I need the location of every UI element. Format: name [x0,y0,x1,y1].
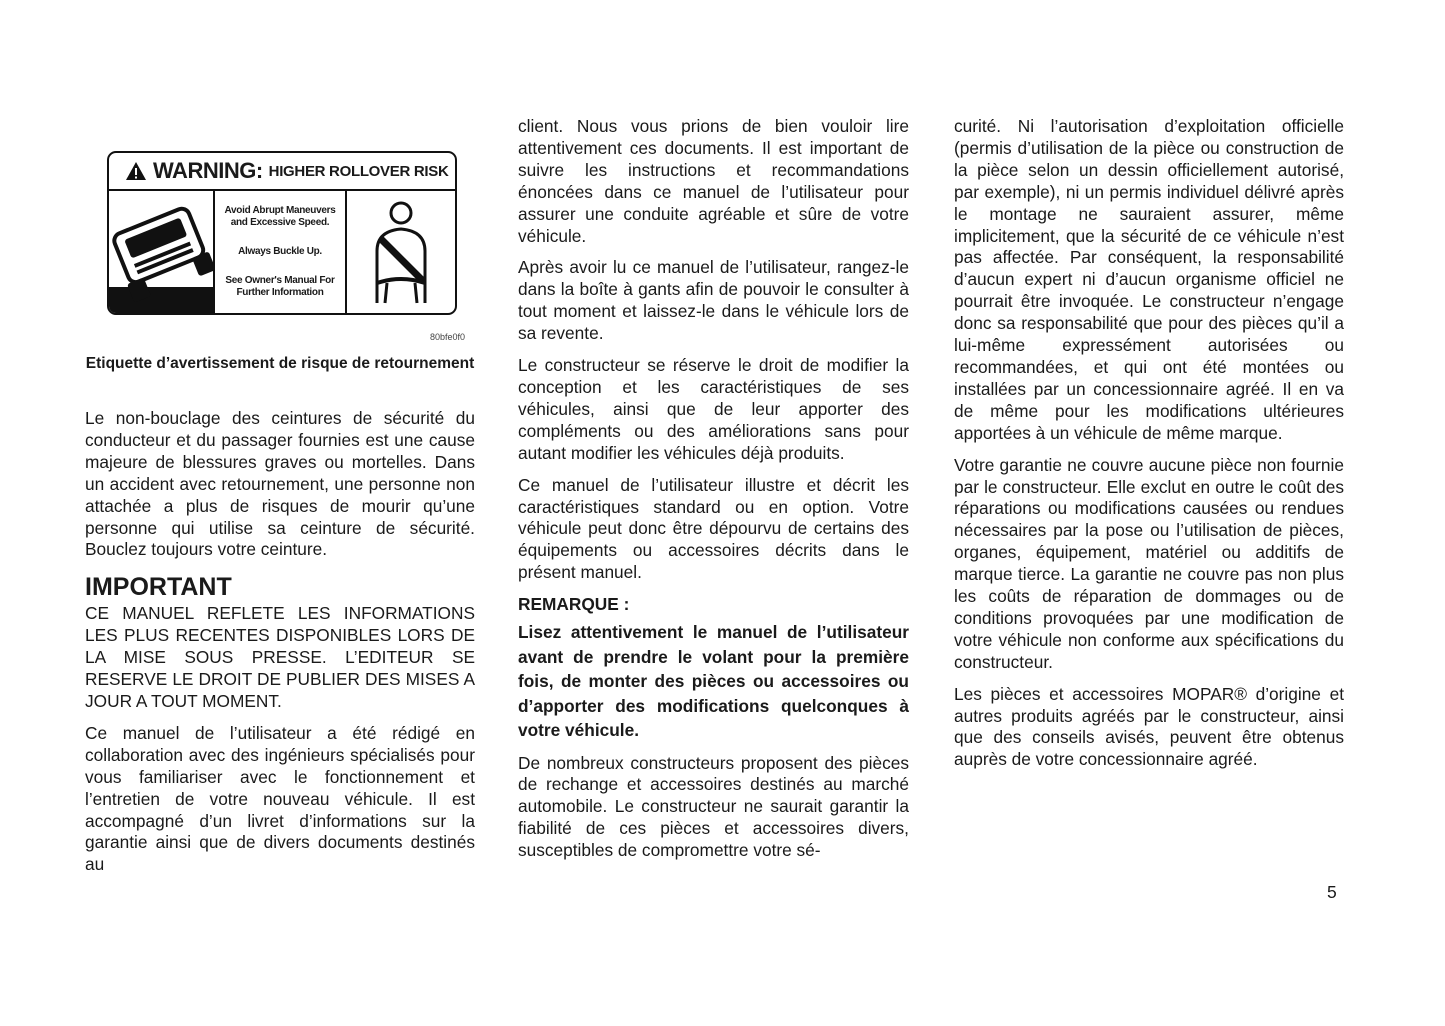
rollover-warning-label [107,151,457,315]
seatbelt-paragraph: Le non-bouclage des ceintures de sécurité du conducteur et du passager fournies est une cause majeure de blessures graves ou mortelles. Dans un accident avec retournement, une personne non attachée a plus de risques de mourir qu’une personne qui utilise sa ceinture de sécurité. Bouclez toujours votre ceinture. [85,408,475,560]
important-heading: IMPORTANT [85,573,232,602]
warning-triangle-icon [125,161,147,181]
warning-line-manual: See Owner's Manual For Further Information [225,274,335,298]
paragraph: client. Nous vous prions de bien vouloir lire attentivement ces documents. Il est important de suivre les instructions et recommandations énoncées dans ce manuel de l’utilisateur pour assurer une conduite agréable et sûre de votre véhicule. [518,116,909,246]
warning-label-header [109,153,455,191]
figure-caption: Etiquette d’avertissement de risque de retournement [85,355,475,372]
seatbelt-person-icon [345,191,455,313]
paragraph: Ce manuel de l’utilisateur illustre et décrit les caractéristiques standard ou en option. Votre véhicule peut donc être dépourvu de certains des équipements ou accessoires décrits dans le présent manuel. [518,474,909,583]
paragraph: Après avoir lu ce manuel de l’utilisateur, rangez-le dans la boîte à gants afin de pouvoir le consulter à tout moment et laissez-le dans le véhicule lors de sa revente. [518,257,909,344]
paragraph: Votre garantie ne couvre aucune pièce non fournie par le constructeur. Elle exclut en outre le coût des réparations ou modifications causées ou rendues nécessaires par la pose ou l’utilisation de pièces, organes, équipement, matériel ou additifs de marque tierce. La garantie ne couvre pas non plus les coûts de réparation de dommages ou de conditions provoquées par une modification de votre véhicule non conforme aux spécifications du constructeur. [954,454,1344,672]
remarque-text: Lisez attentivement le manuel de l’utilisateur avant de prendre le volant pour la première fois, de monter des pièces ou accessoires ou d’apporter des modifications quelconques à votre véhicule. [518,622,909,741]
rollover-vehicle-icon [109,191,215,313]
warning-line-buckle: Always Buckle Up. [238,245,322,257]
remarque-title: REMARQUE : [518,594,630,615]
important-notice: CE MANUEL REFLETE LES INFORMATIONS LES PLUS RECENTES DISPONIBLES LORS DE LA MISE SOUS PRESSE. L’EDITEUR SE RESERVE LE DROIT DE PUBLIER DES MISES A JOUR A TOUT MOMENT. [85,603,475,711]
warning-word: WARNING: [153,158,263,183]
warning-label-text [215,191,345,313]
paragraph: curité. Ni l’autorisation d’exploitation officielle (permis d’utilisation de la pièce ou construction de la pièce selon un dessin officiellement autorisé, par exemple), ni un permis individuel délivré après le montage ne sauraient assurer, même implicitement, que la sécurité de ce véhicule n’est pas affectée. Par conséquent, la responsabilité d’aucun expert ni d’aucun organisme officiel ne pourrait être invoquée. Le constructeur n’engage donc sa responsabilité que pour des pièces qu’il a lui-même expressément autorisées ou recommandées, et qui ont été montées ou installées par un concessionnaire agréé. Il en va de même pour les modifications ultérieures apportées à un véhicule de même marque. [954,116,1344,443]
warning-subtitle: HIGHER ROLLOVER RISK [268,162,449,180]
column-1 [85,408,475,886]
page-number: 5 [1327,882,1337,902]
image-reference-code: 80bfe0f0 [430,332,466,342]
column-2 [518,116,909,872]
paragraph: Le constructeur se réserve le droit de modifier la conception et les caractéristiques de ses véhicules, ainsi que de leur apporter des compléments ou des améliorations sans pour autant modifier les véhicules déjà produits. [518,355,909,463]
paragraph: Les pièces et accessoires MOPAR® d’origine et autres produits agréés par le constructeur, ainsi que des conseils avisés, peuvent être obtenus auprès de votre concessionnaire agréé. [954,683,1344,770]
manual-intro-paragraph: Ce manuel de l’utilisateur a été rédigé en collaboration avec des ingénieurs spécialisés pour vous familiariser avec le fonctionnement et l’entretien de votre nouveau véhicule. Il est accompagné d’un livret d’informations sur la garantie ainsi que de divers documents destinés au [85,722,475,875]
column-3 [954,116,1344,781]
paragraph: De nombreux constructeurs proposent des pièces de rechange et accessoires destinés au marché automobile. Le constructeur ne saurait garantir la fiabilité de ces pièces et accessoires divers, susceptibles de compromettre votre sé- [518,752,909,861]
warning-line-maneuvers: Avoid Abrupt Maneuvers and Excessive Speed. [224,205,336,229]
